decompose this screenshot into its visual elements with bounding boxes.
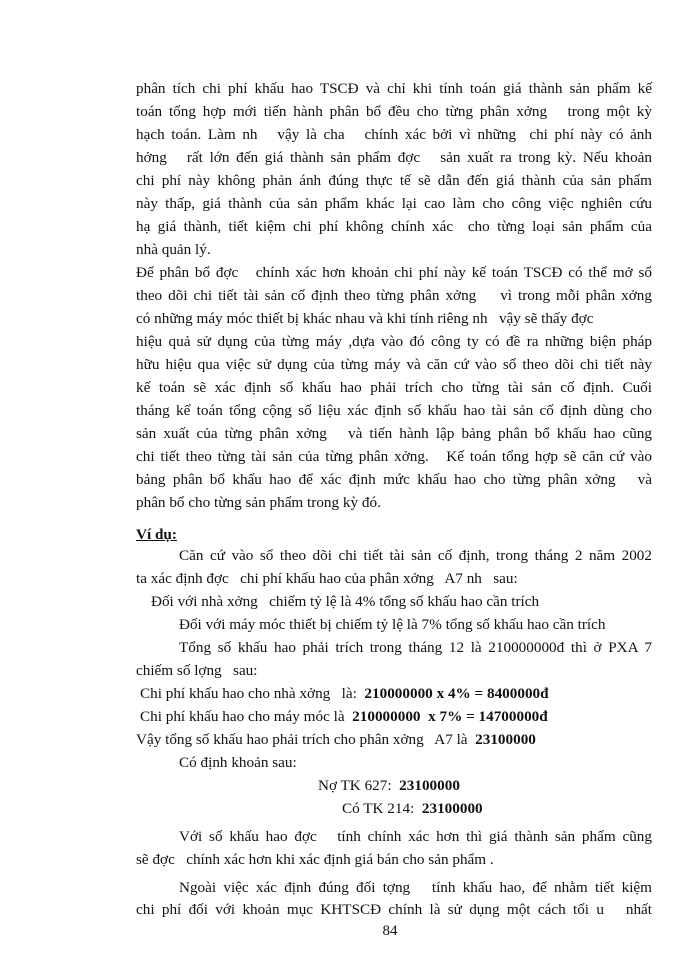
paragraph-1-line-5: chi phí này không phản ánh đúng thực tế sẽ dẫn đến giá thành của sản phẩm: [136, 172, 652, 189]
example-intro-line-1: Căn cứ vào sổ theo dõi chi tiết tài sản cố định, trong tháng 2 năm 2002: [179, 547, 652, 564]
credit-label: Có TK 214:: [342, 800, 422, 817]
paragraph-3-line-1: Với số khấu hao đợc tính chính xác hơn thì giá thành sản phẩm cũng: [179, 828, 652, 845]
debit-value: 23100000: [399, 777, 460, 794]
debit-label: Nợ TK 627:: [318, 777, 400, 794]
paragraph-2-line-6: kế toán sẽ xác định số khấu hao phải trích cho từng tài sản cố định. Cuối: [136, 379, 652, 396]
debit-entry: [318, 775, 460, 797]
credit-entry: [342, 798, 483, 820]
paragraph-1-line-3: hạch toán. Làm nh vậy là cha chính xác bởi vì những chi phí này có ảnh: [136, 126, 652, 143]
example-heading: Ví dụ:: [136, 526, 177, 543]
paragraph-2-line-5: hữu hiệu qua việc sử dụng của từng máy và căn cứ vào sổ theo dõi chi tiết này: [136, 356, 652, 373]
paragraph-2-line-4: hiệu quả sử dụng của từng máy ,dựa vào đó công ty có đề ra những biện pháp: [136, 333, 652, 350]
entry-label: Có định khoản sau:: [179, 754, 297, 771]
calc-machine-label: Chi phí khấu hao cho máy móc là: [140, 708, 353, 725]
paragraph-3-line-2: sẽ đợc chính xác hơn khi xác định giá bán cho sản phẩm .: [136, 851, 494, 868]
paragraph-1-line-6: này thấp, giá thành của sản phẩm khác lại cao làm cho công việc nghiên cứu: [136, 195, 652, 212]
example-intro-line-2: ta xác định đợc chi phí khấu hao của phân xởng A7 nh sau:: [136, 570, 518, 587]
paragraph-1-line-2: toán tổng hợp mới tiến hành phân bổ đều cho từng phân xởng trong một kỳ: [136, 103, 652, 120]
paragraph-4-line-1: Ngoài việc xác định đúng đối tợng tính khấu hao, để nhằm tiết kiệm: [179, 879, 652, 896]
paragraph-1-line-4: hởng rất lớn đến giá thành sản phẩm đợc sản xuất ra trong kỳ. Nếu khoản: [136, 149, 652, 166]
paragraph-1-line-1: phân tích chi phí khấu hao TSCĐ và chỉ khi tính toán giá thành sản phẩm kế: [136, 80, 652, 97]
paragraph-2-line-9: chi tiết theo từng tài sản của từng phân xởng. Kế toán tổng hợp sẽ căn cứ vào: [136, 448, 652, 465]
calc-total-row: [136, 729, 536, 751]
calc-total-value: 23100000: [475, 731, 536, 748]
paragraph-1-line-8: nhà quản lý.: [136, 241, 211, 258]
calc-machine-row: [140, 706, 548, 728]
paragraph-2-line-2: theo dõi chi tiết tài sản cố định theo từng phân xởng vì trong mỗi phân xởng: [136, 287, 652, 304]
calc-machine-value: 210000000 x 7% = 14700000đ: [352, 708, 548, 725]
example-total-line-2: chiếm số lợng sau:: [136, 662, 258, 679]
credit-value: 23100000: [421, 800, 483, 817]
calc-house-row: [140, 683, 549, 705]
calc-house-label: Chi phí khấu hao cho nhà xởng là:: [140, 685, 365, 702]
paragraph-2-line-8: sản xuất của từng phân xởng và tiến hành lập bảng phân bổ khấu hao cũng: [136, 425, 652, 442]
paragraph-2-line-7: tháng kế toán tổng cộng số liệu xác định số khấu hao tài sản cố định dùng cho: [136, 402, 652, 419]
example-total-line-1: Tổng số khấu hao phải trích trong tháng 12 là 210000000đ thì ở PXA 7: [179, 639, 652, 656]
page-number: 84: [382, 923, 398, 939]
paragraph-4-line-2: chi phí đối với khoản mục KHTSCĐ chính là sử dụng một cách tối u nhất: [136, 901, 652, 918]
paragraph-2-line-10: bảng phân bổ khấu hao để xác định mức khấu hao cho từng phân xởng và: [136, 471, 652, 488]
example-house-share: Đối với nhà xởng chiếm tỷ lệ là 4% tổng số khấu hao cần trích: [151, 593, 540, 610]
paragraph-2-line-3: có những máy móc thiết bị khác nhau và khi tính riêng nh vậy sẽ thấy đợc: [136, 310, 594, 327]
example-machine-share: Đối với máy móc thiết bị chiếm tỷ lệ là 7% tổng số khấu hao cần trích: [179, 616, 606, 633]
calc-house-value: 210000000 x 4% = 8400000đ: [364, 685, 549, 702]
calc-total-label: Vậy tổng số khấu hao phải trích cho phân xởng A7 là: [136, 731, 476, 748]
paragraph-2-line-11: phân bổ cho từng sản phẩm trong kỳ đó.: [136, 494, 381, 511]
paragraph-2-line-1: Để phân bổ đợc chính xác hơn khoản chi phí này kế toán TSCĐ có thể mở sổ: [136, 264, 652, 281]
paragraph-1-line-7: hạ giá thành, tiết kiệm chi phí không chính xác cho từng loại sản phẩm của: [136, 218, 652, 235]
